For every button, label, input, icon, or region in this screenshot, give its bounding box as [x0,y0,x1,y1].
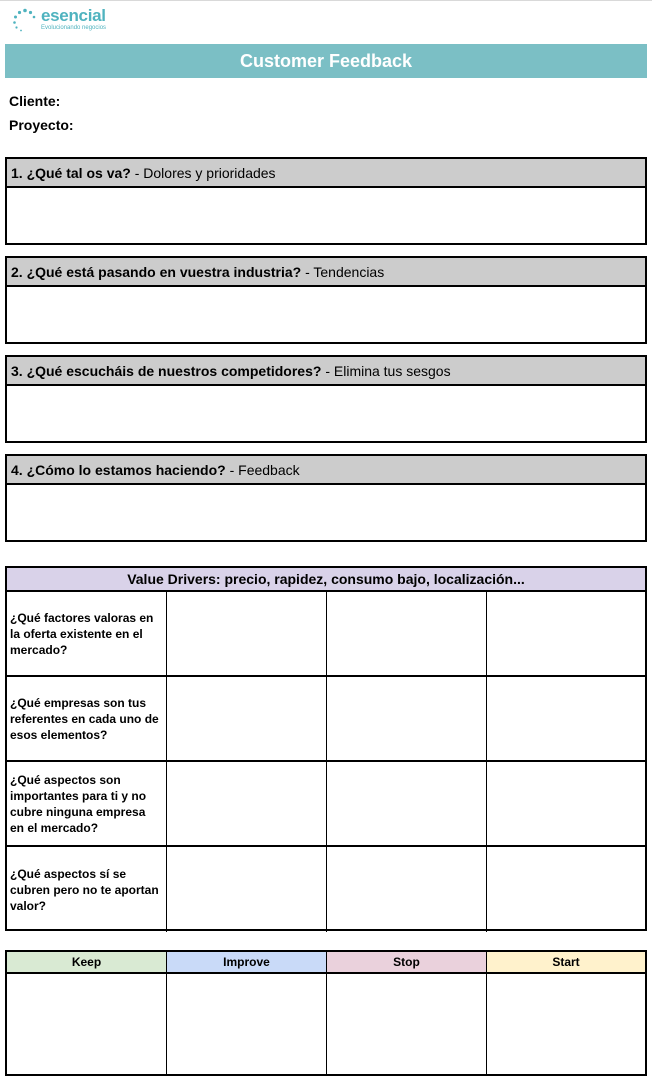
question-header-1 [7,159,645,188]
client-label: Cliente: [9,93,61,109]
table-row [7,677,645,762]
answer-area-1[interactable] [7,188,645,243]
stop-header: Stop [327,952,486,974]
table-row [7,592,645,677]
start-header: Start [487,952,645,974]
question-title-4: 4. ¿Cómo lo estamos haciendo? [11,462,226,478]
row-question: ¿Qué aspectos son importantes para ti y no cubre ninguna empresa en el mercado? [7,762,167,845]
table-cell[interactable] [167,592,327,675]
row-question: ¿Qué factores valoras en la oferta existente en el mercado? [7,592,167,675]
table-cell[interactable] [167,762,327,845]
question-header-2 [7,258,645,287]
answer-area-4[interactable] [7,485,645,540]
question-box-1 [5,157,647,245]
improve-area[interactable] [167,974,326,1074]
value-drivers-header: Value Drivers: precio, rapidez, consumo bajo, localización... [7,568,645,592]
table-row [7,847,645,932]
keep-area[interactable] [7,974,166,1074]
logo-wordmark: esencial [41,6,106,25]
table-cell[interactable] [167,847,327,932]
table-row [7,762,645,847]
row-question: ¿Qué empresas son tus referentes en cada uno de esos elementos? [7,677,167,760]
question-subtitle-2: - Tendencias [301,264,385,280]
table-cell[interactable] [487,592,645,675]
answer-area-3[interactable] [7,386,645,441]
question-title-2: 2. ¿Qué está pasando en vuestra industria? [11,264,302,280]
table-cell[interactable] [327,592,487,675]
question-subtitle-4: - Feedback [225,462,300,478]
logo-tagline: Evolucionando negocios [41,25,107,31]
question-header-4 [7,456,645,485]
top-divider [0,0,652,1]
table-cell[interactable] [487,677,645,760]
question-box-4 [5,454,647,542]
keep-header: Keep [7,952,166,974]
value-drivers-table [5,566,647,931]
stop-area[interactable] [327,974,486,1074]
row-question: ¿Qué aspectos sí se cubren pero no te aportan valor? [7,847,167,932]
keep-column [7,952,167,1074]
improve-column [167,952,327,1074]
dots-logo-icon [12,8,38,32]
table-cell[interactable] [327,847,487,932]
project-label: Proyecto: [9,117,74,133]
table-cell[interactable] [327,762,487,845]
question-title-1: 1. ¿Qué tal os va? [11,165,131,181]
stop-column [327,952,487,1074]
improve-header: Improve [167,952,326,974]
keep-improve-stop-start-table [5,950,647,1076]
question-box-3 [5,355,647,443]
answer-area-2[interactable] [7,287,645,342]
table-cell[interactable] [167,677,327,760]
question-subtitle-3: - Elimina tus sesgos [321,363,451,379]
brand-logo [12,6,132,36]
question-box-2 [5,256,647,344]
table-cell[interactable] [487,847,645,932]
table-cell[interactable] [487,762,645,845]
table-cell[interactable] [327,677,487,760]
question-title-3: 3. ¿Qué escucháis de nuestros competidores? [11,363,322,379]
start-area[interactable] [487,974,645,1074]
page-title: Customer Feedback [5,44,647,78]
question-subtitle-1: - Dolores y prioridades [130,165,276,181]
start-column [487,952,645,1074]
question-header-3 [7,357,645,386]
